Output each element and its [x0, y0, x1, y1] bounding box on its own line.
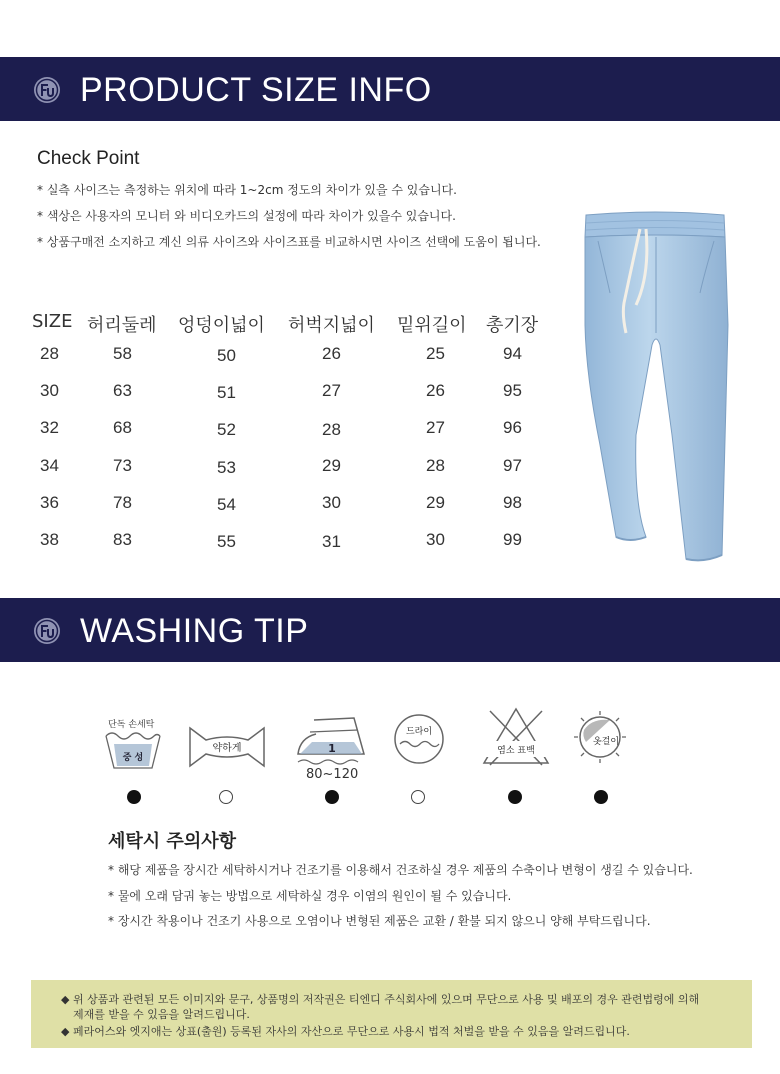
check-point-note: * 색상은 사용자의 모니터 와 비디오카드의 설정에 따라 차이가 있을수 있습니다. [37, 209, 456, 223]
size-header-waist: 허리둘레 [87, 315, 157, 336]
washing-note: * 해당 제품을 장시간 세탁하시거나 건조기를 이용해서 건조하실 경우 제품의 수축이나 변형이 생길 수 있습니다. [108, 863, 693, 877]
thigh-cell: 31 [322, 532, 341, 551]
no-bleach-indicator [508, 790, 522, 804]
dry-clean-icon [392, 712, 446, 766]
legal-line: ◆ 페라어스와 엣지애는 상표(출원) 등록된 자사의 자산으로 무단으로 사용시 법적 처벌을 받을 수 있음을 알려드립니다. [61, 1025, 630, 1038]
hip-cell: 53 [217, 458, 236, 477]
washing-note: * 장시간 착용이나 건조기 사용으로 오염이나 변형된 제품은 교환 / 환불 되지 않으니 양해 부탁드립니다. [108, 914, 651, 928]
waist-cell: 73 [113, 456, 132, 475]
rise-cell: 29 [426, 493, 445, 512]
hand-wash-indicator [127, 790, 141, 804]
length-cell: 97 [503, 456, 522, 475]
brand-logo-icon [33, 76, 61, 104]
length-cell: 99 [503, 530, 522, 549]
svg-text:드라이: 드라이 [405, 727, 433, 737]
length-cell: 94 [503, 344, 522, 363]
shade-dry-indicator [594, 790, 608, 804]
thigh-cell: 28 [322, 420, 341, 439]
hip-cell: 54 [217, 495, 236, 514]
svg-text:약하게: 약하게 [212, 743, 242, 754]
legal-line: 제재를 받을 수 있음을 알려드립니다. [73, 1008, 250, 1021]
rise-cell: 25 [426, 344, 445, 363]
size-cell: 34 [40, 456, 59, 475]
rise-cell: 27 [426, 418, 445, 437]
washing-note: * 물에 오래 담궈 놓는 방법으로 세탁하실 경우 이염의 원인이 될 수 있습니다. [108, 889, 512, 903]
washing-tip-banner [0, 598, 780, 662]
iron-indicator [325, 790, 339, 804]
size-cell: 28 [40, 344, 59, 363]
length-cell: 98 [503, 493, 522, 512]
no-bleach-icon [480, 705, 552, 767]
thigh-cell: 26 [322, 344, 341, 363]
rise-cell: 28 [426, 456, 445, 475]
size-header-hip: 엉덩이넓이 [178, 315, 265, 336]
iron-temperature: 80~120 [306, 767, 359, 782]
thigh-cell: 29 [322, 456, 341, 475]
hip-cell: 50 [217, 346, 236, 365]
shade-dry-icon [568, 706, 632, 768]
svg-text:염소 표백: 염소 표백 [497, 746, 535, 756]
size-info-banner [0, 57, 780, 121]
hip-cell: 52 [217, 420, 236, 439]
rise-cell: 26 [426, 381, 445, 400]
hip-cell: 55 [217, 532, 236, 551]
length-cell: 95 [503, 381, 522, 400]
mild-wash-indicator [219, 790, 233, 804]
svg-text:중 성: 중 성 [122, 753, 144, 763]
hip-cell: 51 [217, 383, 236, 402]
thigh-cell: 27 [322, 381, 341, 400]
waist-cell: 78 [113, 493, 132, 512]
svg-text:옷걸이: 옷걸이 [592, 737, 620, 747]
washing-notes-title: 세탁시 주의사항 [108, 831, 236, 852]
size-cell: 36 [40, 493, 59, 512]
rise-cell: 30 [426, 530, 445, 549]
legal-line: ◆ 위 상품과 관련된 모든 이미지와 문구, 상품명의 저작권은 티엔디 주식회사에 있으며 무단으로 사용 및 배포의 경우 관련법령에 의해 [61, 993, 700, 1006]
brand-logo-icon [33, 617, 61, 645]
hand-wash-top-label: 단독 손세탁 [108, 720, 155, 730]
iron-icon [294, 710, 370, 768]
waist-cell: 63 [113, 381, 132, 400]
waist-cell: 58 [113, 344, 132, 363]
dry-clean-indicator [411, 790, 425, 804]
waist-cell: 68 [113, 418, 132, 437]
svg-text:1: 1 [328, 742, 336, 755]
length-cell: 96 [503, 418, 522, 437]
washing-tip-title: WASHING TIP [80, 612, 309, 650]
size-header-thigh: 허벅지넓이 [288, 315, 375, 336]
legal-notice-box [31, 980, 752, 1048]
check-point-note: * 상품구매전 소지하고 계신 의류 사이즈와 사이즈표를 비교하시면 사이즈 선택에 도움이 됩니다. [37, 235, 541, 249]
size-info-title: PRODUCT SIZE INFO [80, 71, 432, 109]
size-cell: 32 [40, 418, 59, 437]
size-cell: 30 [40, 381, 59, 400]
thigh-cell: 30 [322, 493, 341, 512]
waist-cell: 83 [113, 530, 132, 549]
product-jeans-image [576, 205, 736, 575]
check-point-note: * 실측 사이즈는 측정하는 위치에 따라 1~2cm 정도의 차이가 있을 수 있습니다. [37, 183, 457, 197]
size-cell: 38 [40, 530, 59, 549]
size-header-length: 총기장 [486, 315, 539, 336]
check-point-title: Check Point [37, 148, 140, 169]
mild-wash-icon [186, 724, 268, 770]
size-header-rise: 밑위길이 [397, 315, 467, 336]
size-header-size: SIZE [32, 311, 73, 332]
